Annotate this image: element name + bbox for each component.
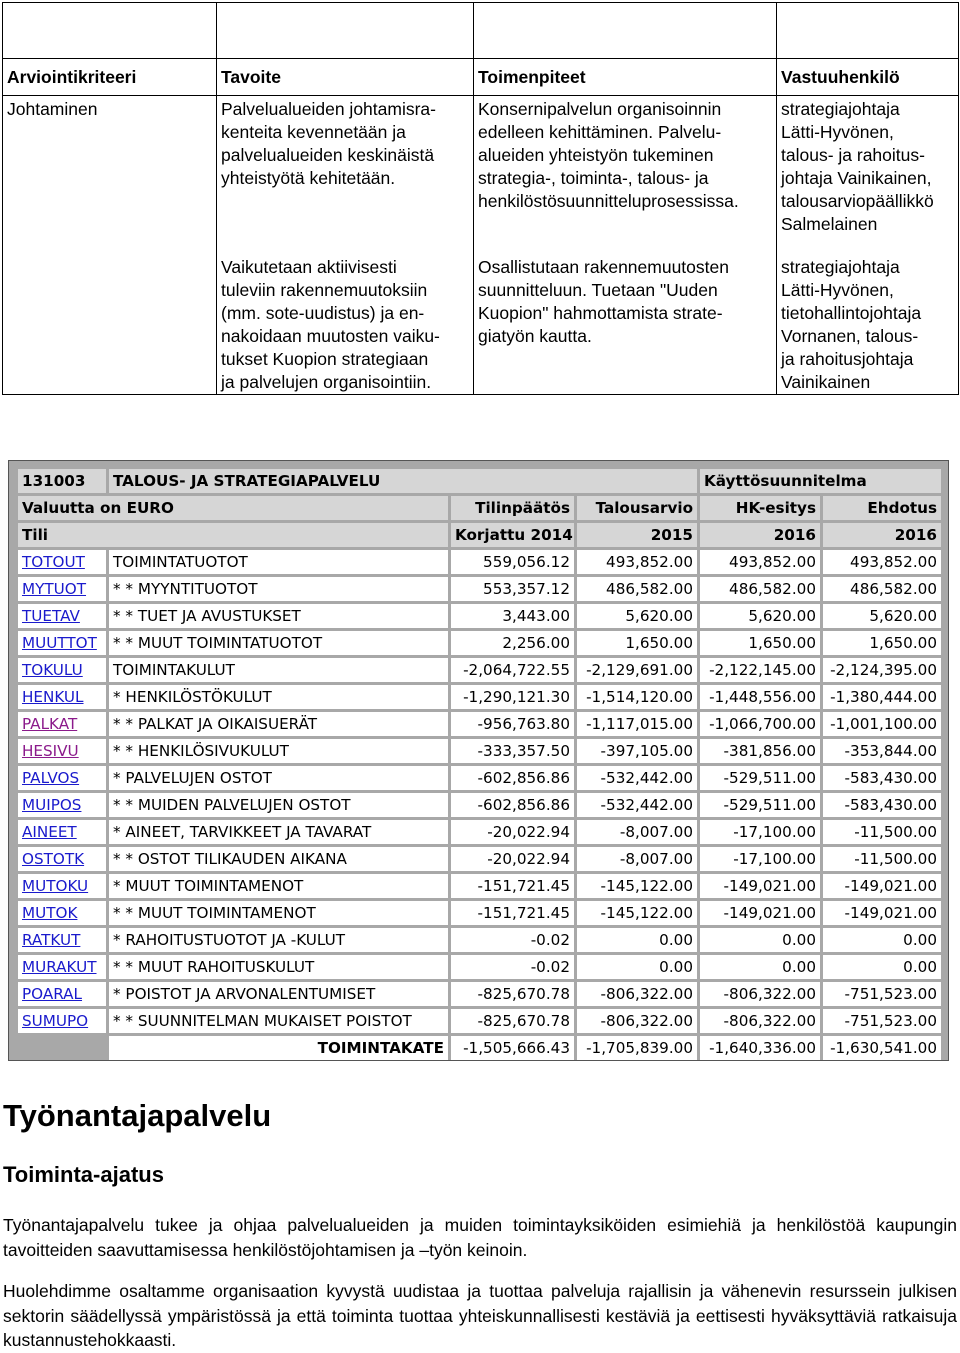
action-cell: Konsernipalvelun organisoinnin edelleen kehittäminen. Palvelu- alueiden yhteistyön tukeminen strategia-, toiminta-, talous- ja henkilöstösuunnitteluprosessissa. (478, 99, 739, 211)
table-row (18, 685, 944, 709)
value-hk-esitys: -381,856.00 (700, 739, 823, 763)
header-criterion: Arviointikriteeri (3, 59, 217, 96)
account-code-link[interactable]: SUMUPO (18, 1009, 109, 1033)
account-code-link[interactable]: HESIVU (18, 739, 109, 763)
value-tilinpaatos: -0.02 (451, 928, 577, 952)
account-code-link[interactable]: PALKAT (18, 712, 109, 736)
value-ehdotus: -353,844.00 (823, 739, 944, 763)
account-code-link[interactable]: AINEET (18, 820, 109, 844)
value-talousarvio: -532,442.00 (577, 793, 700, 817)
table-row (18, 820, 944, 844)
account-name: * POISTOT JA ARVONALENTUMISET (109, 982, 451, 1006)
budget-table (18, 466, 944, 1063)
year-2016-hk: 2016 (700, 523, 823, 547)
value-ehdotus: -149,021.00 (823, 874, 944, 898)
account-code-link[interactable]: MYTUOT (18, 577, 109, 601)
col-hk-esitys: HK-esitys (700, 496, 823, 520)
value-talousarvio: 486,582.00 (577, 577, 700, 601)
budget-header-row-2 (18, 496, 944, 520)
value-ehdotus: -149,021.00 (823, 901, 944, 925)
plan-label: Käyttösuunnitelma (700, 469, 944, 493)
value-ehdotus: -751,523.00 (823, 1009, 944, 1033)
evaluation-table (2, 2, 959, 395)
paragraph: Työnantajapalvelu tukee ja ohjaa palvelualueiden ja muiden toimintayksiköiden esimiehiä ja henkilöstöä kaupungin tavoitteiden saavuttamisessa henkilöstöjohtamisen ja –työn keinoin. (3, 1215, 957, 1260)
value-hk-esitys: -1,066,700.00 (700, 712, 823, 736)
table-row (18, 604, 944, 628)
account-name: * HENKILÖSTÖKULUT (109, 685, 451, 709)
table-row (18, 658, 944, 682)
account-code-link[interactable]: TOTOUT (18, 550, 109, 574)
goal-cell: Vaikutetaan aktiivisesti tuleviin rakennemuutoksiin (mm. sote-uudistus) ja en- nakoidaan muutosten vaiku- tukset Kuopion strategiaan ja palvelujen organisointiin. (221, 257, 440, 392)
value-ehdotus: -751,523.00 (823, 982, 944, 1006)
col-ehdotus: Ehdotus (823, 496, 944, 520)
value-tilinpaatos: -825,670.78 (451, 982, 577, 1006)
value-ehdotus: 5,620.00 (823, 604, 944, 628)
table-row (18, 739, 944, 763)
value-hk-esitys: -1,448,556.00 (700, 685, 823, 709)
currency-label: Valuutta on EURO (18, 496, 451, 520)
value-tilinpaatos: -333,357.50 (451, 739, 577, 763)
table-row (3, 96, 959, 237)
value-talousarvio: -397,105.00 (577, 739, 700, 763)
total-value: -1,640,336.00 (700, 1036, 823, 1060)
value-talousarvio: 493,852.00 (577, 550, 700, 574)
table-row (18, 577, 944, 601)
value-hk-esitys: -529,511.00 (700, 793, 823, 817)
unit-name: TALOUS- JA STRATEGIAPALVELU (109, 469, 700, 493)
account-code-link[interactable]: OSTOTK (18, 847, 109, 871)
responsible-cell: strategiajohtaja Lätti-Hyvönen, talous- ja rahoitus- johtaja Vainikainen, talousarviopäällikkö Salmelainen (781, 99, 934, 234)
account-name: * * MUIDEN PALVELUJEN OSTOT (109, 793, 451, 817)
table-row (18, 712, 944, 736)
value-tilinpaatos: 553,357.12 (451, 577, 577, 601)
value-hk-esitys: 1,650.00 (700, 631, 823, 655)
blank-top-row (3, 3, 959, 59)
year-2016-ehdotus: 2016 (823, 523, 944, 547)
value-tilinpaatos: 2,256.00 (451, 631, 577, 655)
value-ehdotus: -11,500.00 (823, 820, 944, 844)
section-subtitle: Toiminta-ajatus (3, 1162, 164, 1187)
account-name: * * MUUT TOIMINTAMENOT (109, 901, 451, 925)
value-talousarvio: 1,650.00 (577, 631, 700, 655)
budget-header-row-1 (18, 469, 944, 493)
account-name: * * OSTOT TILIKAUDEN AIKANA (109, 847, 451, 871)
value-talousarvio: -806,322.00 (577, 1009, 700, 1033)
budget-header-row-3 (18, 523, 944, 547)
value-ehdotus: -583,430.00 (823, 766, 944, 790)
value-hk-esitys: 5,620.00 (700, 604, 823, 628)
value-talousarvio: -1,117,015.00 (577, 712, 700, 736)
value-hk-esitys: -17,100.00 (700, 847, 823, 871)
account-name: * * SUUNNITELMAN MUKAISET POISTOT (109, 1009, 451, 1033)
section-title: Työnantajapalvelu (3, 1098, 272, 1133)
value-ehdotus: -583,430.00 (823, 793, 944, 817)
account-name: * * TUET JA AVUSTUKSET (109, 604, 451, 628)
table-row (18, 901, 944, 925)
account-code-link[interactable]: MUIPOS (18, 793, 109, 817)
account-code-link[interactable]: HENKUL (18, 685, 109, 709)
value-tilinpaatos: -602,856.86 (451, 793, 577, 817)
total-row (18, 1036, 944, 1060)
value-talousarvio: -8,007.00 (577, 847, 700, 871)
total-value: -1,630,541.00 (823, 1036, 944, 1060)
account-name: * * MUUT TOIMINTATUOTOT (109, 631, 451, 655)
value-tilinpaatos: 3,443.00 (451, 604, 577, 628)
paragraph: Huolehdimme osaltamme organisaation kyvystä uudistaa ja tuottaa palveluja rajallisin ja vähenevin resurssein julkisen sektorin säädellyssä ympäristössä ja että toiminta tuottaa yhteiskunnallisesti kestäviä ja eettisesti hyväksyttäviä ratkaisuja kustannustehokkaasti. (3, 1281, 957, 1350)
account-code-link[interactable]: TUETAV (18, 604, 109, 628)
table-row (18, 631, 944, 655)
value-talousarvio: -2,129,691.00 (577, 658, 700, 682)
account-name: * AINEET, TARVIKKEET JA TAVARAT (109, 820, 451, 844)
value-talousarvio: -8,007.00 (577, 820, 700, 844)
account-name: * MUUT TOIMINTAMENOT (109, 874, 451, 898)
account-code-link[interactable]: TOKULU (18, 658, 109, 682)
account-code-link[interactable]: PALVOS (18, 766, 109, 790)
value-hk-esitys: -149,021.00 (700, 874, 823, 898)
value-ehdotus: -1,380,444.00 (823, 685, 944, 709)
value-talousarvio: 0.00 (577, 955, 700, 979)
account-name: * RAHOITUSTUOTOT JA -KULUT (109, 928, 451, 952)
value-tilinpaatos: -0.02 (451, 955, 577, 979)
table-row (18, 928, 944, 952)
value-tilinpaatos: -2,064,722.55 (451, 658, 577, 682)
header-goal: Tavoite (217, 59, 474, 96)
col-talousarvio: Talousarvio (577, 496, 700, 520)
value-talousarvio: -532,442.00 (577, 766, 700, 790)
value-hk-esitys: 0.00 (700, 928, 823, 952)
account-name: * * MYYNTITUOTOT (109, 577, 451, 601)
value-talousarvio: -1,514,120.00 (577, 685, 700, 709)
account-code-link[interactable]: MUTOK (18, 901, 109, 925)
action-cell: Osallistutaan rakennemuutosten suunnitteluun. Tuetaan "Uuden Kuopion" hahmottamista strate- giatyön kautta. (478, 257, 729, 346)
value-tilinpaatos: -602,856.86 (451, 766, 577, 790)
table-row (3, 236, 959, 395)
value-ehdotus: -11,500.00 (823, 847, 944, 871)
table-row (18, 955, 944, 979)
account-name: TOIMINTAKULUT (109, 658, 451, 682)
value-ehdotus: 486,582.00 (823, 577, 944, 601)
value-talousarvio: 5,620.00 (577, 604, 700, 628)
account-name: * * MUUT RAHOITUSKULUT (109, 955, 451, 979)
year-korjattu: Korjattu 2014 (451, 523, 577, 547)
value-ehdotus: -2,124,395.00 (823, 658, 944, 682)
value-talousarvio: 0.00 (577, 928, 700, 952)
value-tilinpaatos: -956,763.80 (451, 712, 577, 736)
total-label: TOIMINTAKATE (109, 1036, 451, 1060)
header-action: Toimenpiteet (474, 59, 777, 96)
value-tilinpaatos: -20,022.94 (451, 820, 577, 844)
account-name: * * PALKAT JA OIKAISUERÄT (109, 712, 451, 736)
value-tilinpaatos: -151,721.45 (451, 901, 577, 925)
account-code-link[interactable]: RATKUT (18, 928, 109, 952)
account-name: TOIMINTATUOTOT (109, 550, 451, 574)
value-ehdotus: 1,650.00 (823, 631, 944, 655)
account-code-link[interactable]: MUTOKU (18, 874, 109, 898)
total-value: -1,505,666.43 (451, 1036, 577, 1060)
value-talousarvio: -145,122.00 (577, 901, 700, 925)
year-2015: 2015 (577, 523, 700, 547)
col-tilinpaatos: Tilinpäätös (451, 496, 577, 520)
value-ehdotus: 0.00 (823, 928, 944, 952)
value-ehdotus: 0.00 (823, 955, 944, 979)
value-talousarvio: -145,122.00 (577, 874, 700, 898)
responsible-cell: strategiajohtaja Lätti-Hyvönen, tietohallintojohtaja Vornanen, talous- ja rahoitusjohtaja Vainikainen (781, 257, 922, 392)
value-hk-esitys: 0.00 (700, 955, 823, 979)
budget-screenshot (8, 460, 949, 1061)
account-label: Tili (18, 523, 451, 547)
value-hk-esitys: -17,100.00 (700, 820, 823, 844)
total-value: -1,705,839.00 (577, 1036, 700, 1060)
account-code-link[interactable]: POARAL (18, 982, 109, 1006)
value-hk-esitys: 486,582.00 (700, 577, 823, 601)
table-row (18, 847, 944, 871)
account-name: * PALVELUJEN OSTOT (109, 766, 451, 790)
value-hk-esitys: -2,122,145.00 (700, 658, 823, 682)
value-hk-esitys: 493,852.00 (700, 550, 823, 574)
table-row (18, 874, 944, 898)
value-hk-esitys: -806,322.00 (700, 1009, 823, 1033)
value-hk-esitys: -529,511.00 (700, 766, 823, 790)
value-tilinpaatos: -825,670.78 (451, 1009, 577, 1033)
table-row (18, 982, 944, 1006)
unit-code: 131003 (18, 469, 109, 493)
table-row (18, 550, 944, 574)
value-ehdotus: 493,852.00 (823, 550, 944, 574)
value-talousarvio: -806,322.00 (577, 982, 700, 1006)
table-row (18, 1009, 944, 1033)
value-tilinpaatos: 559,056.12 (451, 550, 577, 574)
total-spacer (18, 1036, 109, 1060)
table-row (18, 793, 944, 817)
value-tilinpaatos: -151,721.45 (451, 874, 577, 898)
goal-cell: Palvelualueiden johtamisra- kenteita kevennetään ja palvelualueiden keskinäistä yhteistyötä kehitetään. (221, 99, 436, 188)
value-hk-esitys: -149,021.00 (700, 901, 823, 925)
criterion-cell: Johtaminen (7, 99, 98, 119)
value-tilinpaatos: -1,290,121.30 (451, 685, 577, 709)
account-name: * * HENKILÖSIVUKULUT (109, 739, 451, 763)
table-row (18, 766, 944, 790)
account-code-link[interactable]: MURAKUT (18, 955, 109, 979)
header-row (3, 59, 959, 96)
header-responsible: Vastuuhenkilö (777, 59, 959, 96)
value-tilinpaatos: -20,022.94 (451, 847, 577, 871)
value-ehdotus: -1,001,100.00 (823, 712, 944, 736)
account-code-link[interactable]: MUUTTOT (18, 631, 109, 655)
value-hk-esitys: -806,322.00 (700, 982, 823, 1006)
